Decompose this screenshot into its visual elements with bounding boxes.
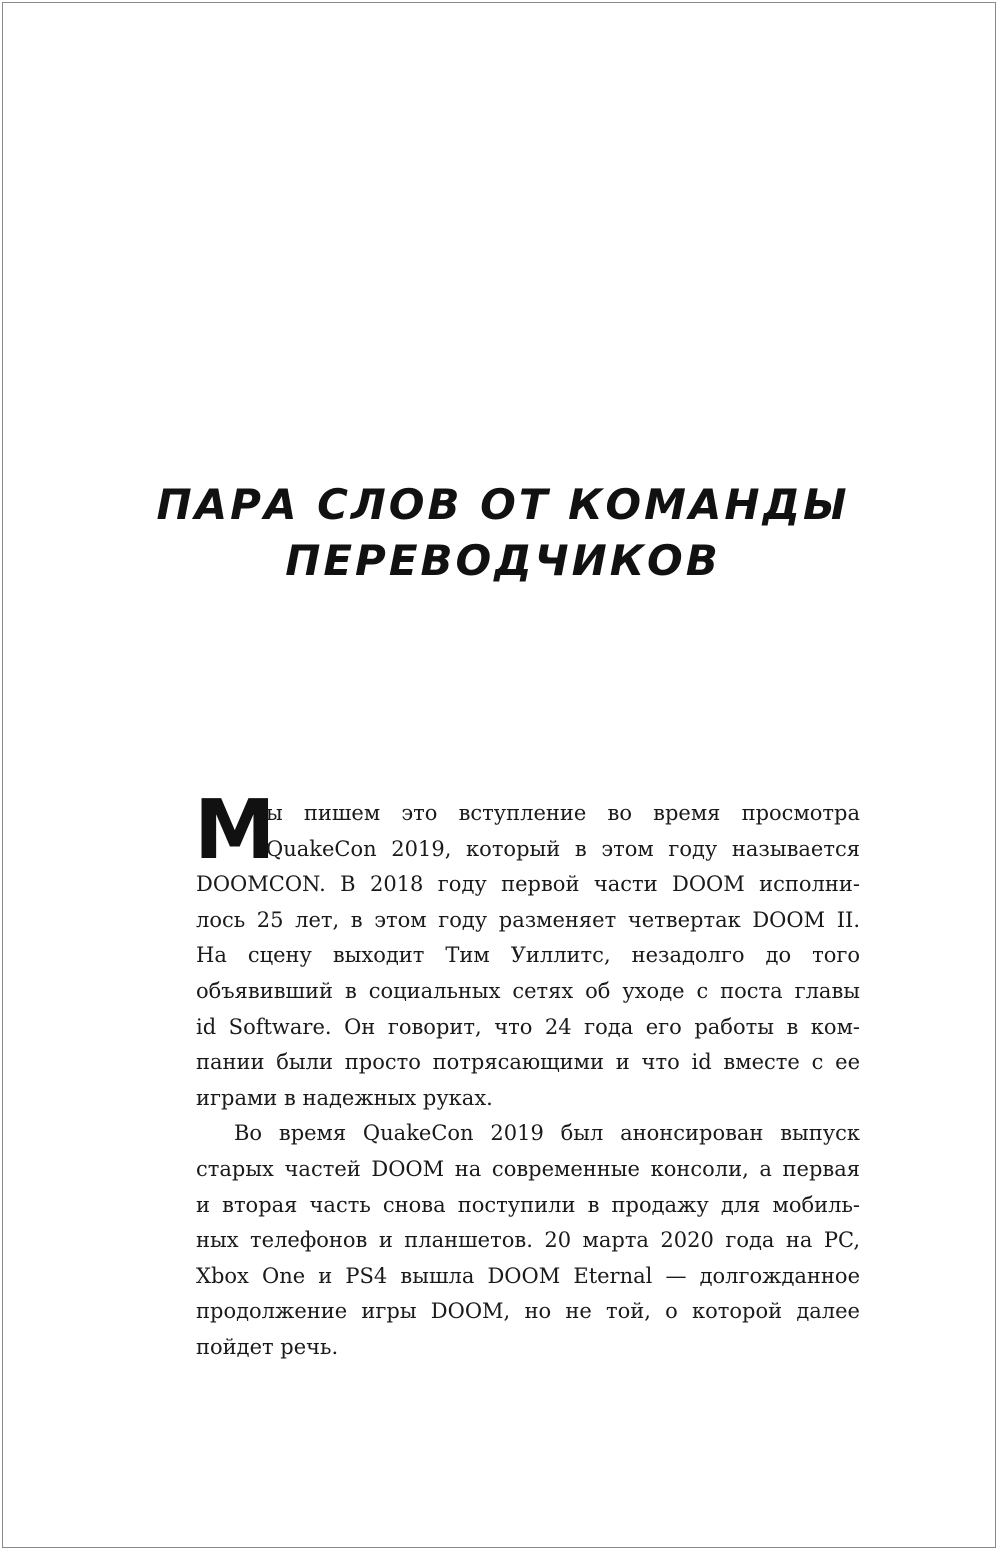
text-line: пойдет речь.	[196, 1334, 339, 1359]
paragraph-1	[194, 783, 860, 1116]
drop-cap: М	[194, 783, 276, 878]
chapter-title-line-2: ПЕРЕВОДЧИКОВ	[285, 536, 721, 585]
text-line: объявивший в социальных сетях об уходе с поста главы	[196, 978, 860, 1003]
text-line: На сцену выходит Тим Уиллитс, незадолго до того	[196, 943, 860, 968]
body-text	[194, 783, 860, 1366]
text-line: QuakeCon 2019, который в этом году называется	[266, 836, 860, 861]
text-line: ных телефонов и планшетов. 20 марта 2020 года на PC,	[196, 1228, 860, 1253]
text-line: старых частей DOOM на современные консоли, а первая	[196, 1156, 860, 1181]
text-line: id Software. Он говорит, что 24 года его работы в ком-	[196, 1014, 860, 1039]
text-line: Во время QuakeCon 2019 был анонсирован выпуск	[234, 1121, 860, 1146]
text-line: ы пишем это вступление во время просмотра	[266, 801, 860, 825]
chapter-title-line-1: ПАРА СЛОВ ОТ КОМАНДЫ	[156, 480, 850, 529]
chapter-title	[123, 477, 883, 589]
text-line: продолжение игры DOOM, но не той, о которой далее	[196, 1299, 860, 1324]
text-line: DOOMCON. В 2018 году первой части DOOM исполни-	[196, 872, 860, 897]
text-line: играми в надежных руках.	[196, 1085, 493, 1110]
text-line: пании были просто потрясающими и что id вместе с ее	[196, 1050, 860, 1075]
text-line: и вторая часть снова поступили в продажу для мобиль-	[196, 1192, 860, 1217]
text-line: лось 25 лет, в этом году разменяет четвертак DOOM II.	[196, 907, 860, 932]
text-line: Xbox One и PS4 вышла DOOM Eternal — долгожданное	[196, 1263, 860, 1288]
paragraph-2	[196, 1116, 860, 1365]
